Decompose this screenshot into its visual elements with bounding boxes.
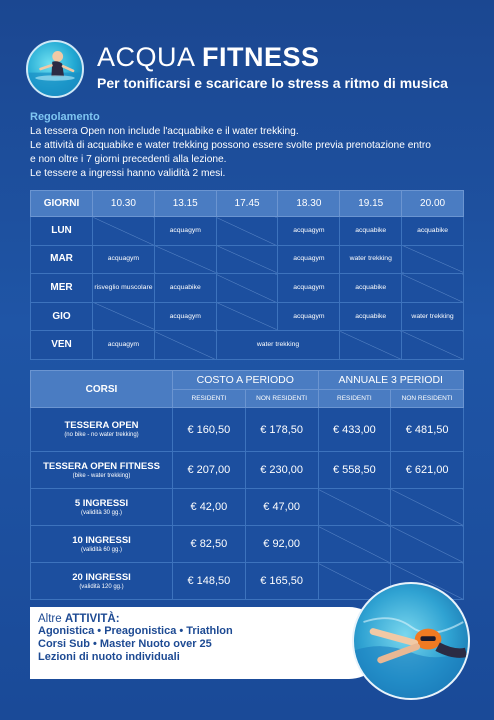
price-row — [31, 489, 464, 526]
schedule-cell: acquabike — [340, 274, 402, 303]
rule-line: e non oltre i 7 giorni precedenti alla lezione. — [30, 154, 227, 165]
schedule-row-mer — [31, 274, 464, 303]
schedule-header-time: 19.15 — [340, 191, 402, 217]
page-title: ACQUA FITNESS — [97, 42, 320, 72]
schedule-cell-empty — [402, 245, 464, 274]
price-header-non-residenti: NON RESIDENTI — [391, 390, 464, 408]
schedule-cell: acquabike — [340, 217, 402, 246]
rules-heading: Regolamento — [30, 111, 100, 123]
schedule-row-lun — [31, 217, 464, 246]
price-value: € 92,00 — [245, 526, 318, 563]
price-header-corsi: CORSI — [31, 371, 173, 408]
schedule-cell: risveglio muscolare — [93, 274, 155, 303]
schedule-cell-empty — [216, 274, 278, 303]
schedule-cell: acquagym — [278, 245, 340, 274]
price-value: € 165,50 — [245, 563, 318, 600]
schedule-cell-empty — [216, 245, 278, 274]
schedule-cell-empty — [154, 331, 216, 360]
schedule-row-gio — [31, 302, 464, 331]
schedule-header-time: 20.00 — [402, 191, 464, 217]
price-table — [30, 370, 464, 600]
activity-line: Corsi Sub • Master Nuoto over 25 — [38, 638, 212, 650]
schedule-cell: acquagym — [278, 302, 340, 331]
schedule-day: GIO — [31, 302, 93, 331]
schedule-header-days: GIORNI — [31, 191, 93, 217]
schedule-table — [30, 190, 464, 360]
price-row-name: 10 INGRESSI (validità 60 gg.) — [31, 526, 173, 563]
schedule-day: MER — [31, 274, 93, 303]
price-cell-empty — [318, 489, 391, 526]
schedule-row-ven — [31, 331, 464, 360]
schedule-cell: acquagym — [93, 331, 155, 360]
other-activities-box — [30, 607, 385, 679]
schedule-cell: acquabike — [340, 302, 402, 331]
price-value: € 42,00 — [173, 489, 246, 526]
schedule-cell: water trekking — [340, 245, 402, 274]
schedule-cell-empty — [340, 331, 402, 360]
price-cell-empty — [391, 526, 464, 563]
other-activities-heading: Altre ATTIVITÀ: — [38, 613, 120, 625]
price-value: € 621,00 — [391, 452, 464, 489]
schedule-cell-empty — [402, 331, 464, 360]
schedule-cell-empty — [216, 302, 278, 331]
schedule-cell-empty — [93, 217, 155, 246]
schedule-header-time: 10.30 — [93, 191, 155, 217]
price-value: € 148,50 — [173, 563, 246, 600]
price-row — [31, 452, 464, 489]
schedule-header-row — [31, 191, 464, 217]
price-header-annual: ANNUALE 3 PERIODI — [318, 371, 464, 390]
price-header-period: COSTO A PERIODO — [173, 371, 319, 390]
schedule-cell-empty — [93, 302, 155, 331]
swimmer-photo-icon — [352, 582, 470, 700]
schedule-cell: water trekking — [216, 331, 340, 360]
price-header-residenti: RESIDENTI — [318, 390, 391, 408]
price-value: € 433,00 — [318, 408, 391, 452]
price-row-name: 20 INGRESSI (validità 120 gg.) — [31, 563, 173, 600]
schedule-cell: acquabike — [154, 274, 216, 303]
rule-line: Le tessere a ingressi hanno validità 2 mesi. — [30, 168, 226, 179]
schedule-day: MAR — [31, 245, 93, 274]
schedule-cell: acquabike — [402, 217, 464, 246]
price-value: € 47,00 — [245, 489, 318, 526]
price-group-row — [31, 371, 464, 390]
schedule-cell-empty — [154, 245, 216, 274]
price-row-name: TESSERA OPEN (no bike - no water trekking) — [31, 408, 173, 452]
price-value: € 160,50 — [173, 408, 246, 452]
schedule-cell: acquagym — [278, 217, 340, 246]
page-subtitle: Per tonificarsi e scaricare lo stress a ritmo di musica — [97, 75, 448, 91]
schedule-cell: acquagym — [154, 302, 216, 331]
schedule-day: LUN — [31, 217, 93, 246]
price-value: € 558,50 — [318, 452, 391, 489]
rules-text — [30, 125, 470, 181]
schedule-header-time: 17.45 — [216, 191, 278, 217]
schedule-header-time: 13.15 — [154, 191, 216, 217]
price-row-name: 5 INGRESSI (validità 30 gg.) — [31, 489, 173, 526]
price-header-non-residenti: NON RESIDENTI — [245, 390, 318, 408]
schedule-header-time: 18.30 — [278, 191, 340, 217]
price-value: € 178,50 — [245, 408, 318, 452]
price-value: € 207,00 — [173, 452, 246, 489]
schedule-cell: water trekking — [402, 302, 464, 331]
rule-line: La tessera Open non include l'acquabike e il water trekking. — [30, 126, 299, 137]
price-value: € 481,50 — [391, 408, 464, 452]
price-cell-empty — [318, 526, 391, 563]
schedule-day: VEN — [31, 331, 93, 360]
schedule-cell-empty — [216, 217, 278, 246]
price-value: € 230,00 — [245, 452, 318, 489]
price-cell-empty — [391, 489, 464, 526]
rule-line: Le attività di acquabike e water trekking possono essere svolte previa prenotazione entro — [30, 140, 431, 151]
price-header-residenti: RESIDENTI — [173, 390, 246, 408]
price-row — [31, 408, 464, 452]
schedule-cell: acquagym — [93, 245, 155, 274]
price-row — [31, 526, 464, 563]
price-row-name: TESSERA OPEN FITNESS (bike - water trekking) — [31, 452, 173, 489]
schedule-row-mar — [31, 245, 464, 274]
activity-line: Agonistica • Preagonistica • Triathlon — [38, 625, 233, 637]
aqua-fitness-photo-icon — [26, 40, 84, 98]
price-value: € 82,50 — [173, 526, 246, 563]
schedule-cell: acquagym — [278, 274, 340, 303]
activity-line: Lezioni di nuoto individuali — [38, 651, 180, 663]
schedule-cell-empty — [402, 274, 464, 303]
schedule-cell: acquagym — [154, 217, 216, 246]
